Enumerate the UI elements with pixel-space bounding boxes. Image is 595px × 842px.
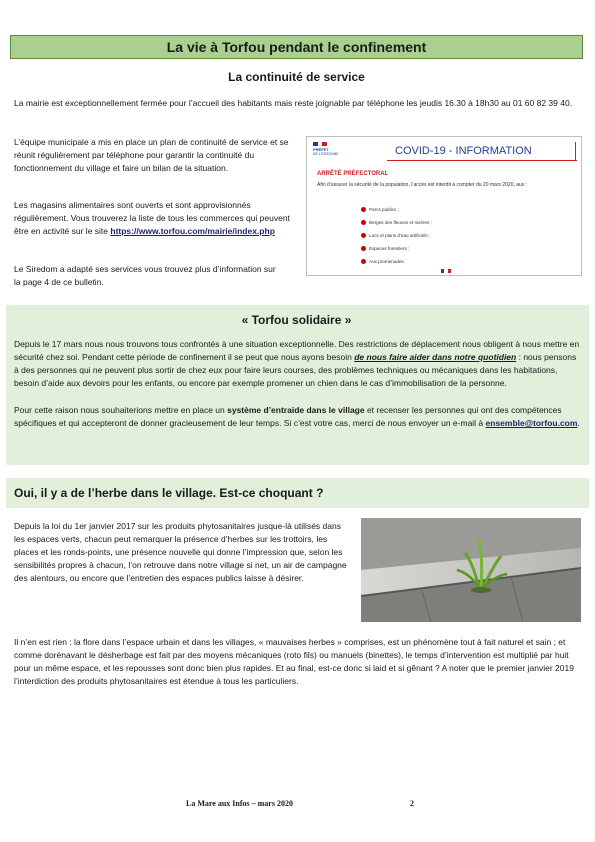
intro-paragraph: La mairie est exceptionnellement fermée pour l’accueil des habitants mais reste joignable par téléphone les jeudis 16.30 à 18h30 au 01 60 82 39 40. (14, 98, 573, 108)
grass-photo (361, 518, 581, 622)
poster-item: Berges des fleuves et rivières ; (369, 220, 432, 225)
covid-information-poster (306, 136, 582, 276)
pavement-grass-image (361, 518, 581, 622)
shops-link[interactable]: https://www.torfou.com/mairie/index.php (110, 226, 275, 236)
solidarity-paragraph-2: Pour cette raison nous souhaiterions mettre en place un système d’entraide dans le village et recenser les personnes qui ont des compétences spécifiques et qui accepteront de donner gracieusement de leur temps. Si c’est votre cas, merci de nous envoyer un e-mail à ensemble@torfou.com. (14, 405, 580, 428)
page-banner (10, 35, 583, 59)
shops-paragraph (14, 199, 296, 238)
email-link[interactable]: ensemble@torfou.com (485, 418, 578, 428)
poster-item: Aux promenades. (369, 259, 405, 264)
section-heading-grass: Oui, il y a de l’herbe dans le village. Est-ce choquant ? (14, 486, 324, 500)
logo-line2: DE L'ESSONNE (313, 152, 339, 156)
grass-paragraph-1: Depuis la loi du 1er janvier 2017 sur les produits phytosanitaires jusque-là utilisés dans les espaces verts, chacun peut remarquer la présence d’herbes sur les trottoirs, les places et les ronds-points, une présence nouvelle qui donne l’impression que, selon les sensibilités propres à chacun, l’on retrouve dans notre village si net, un air de campagne des alentours, ou encore que l’entretien des espaces publics laisse à désirer. (14, 521, 347, 583)
poster-text: Afin d’assurer la sécurité de la population, l’accès est interdit à compter du 20 mars 2020, aux : (317, 182, 528, 188)
poster-title: COVID-19 - INFORMATION (395, 145, 532, 157)
flag-icon (313, 142, 327, 146)
emphasis-text: de nous faire aider dans notre quotidien (354, 352, 517, 362)
grass-paragraph-2: Il n’en est rien : la flore dans l’espace urbain et dans les villages, « mauvaises herbes » comprises, est un phénomène tout à fait naturel et sain ; et comme dorénavant le désherbage est fait par des moyens mécaniques (roto fils) ou manuels (binettes), le temps d’intervention est multiplié par huit pour un même espace, et les repousses sont donc bien plus rapides. Et au final, est-ce donc si laid et si gênant ? A noter que le premier janvier 2019 l’interdiction des produits phytosanitaires est étendue à tous les particuliers. (14, 637, 574, 686)
poster-item: Parcs publics ; (369, 207, 399, 212)
continuity-paragraph: L’équipe municipale a mis en place un plan de continuité de service et se réunit régulièrement par téléphone pour garantir la continuité du fonctionnement du village et faire un bilan de la situation. (14, 137, 289, 173)
solidarity-paragraph-1: Depuis le 17 mars nous nous trouvons tous confrontés à une situation exceptionnelle. Des restrictions de déplacement nous obligent à nous mettre en sécurité chez soi. Pendant cette période de confinement il se peut que nous ayons besoin de nous faire aider dans notre quotidien : nous pensons à des personnes qui ne peuvent plus sortir de chez eux pour faire leurs courses, des problèmes techniques ou mécaniques dans les habitations, besoin d’aide aux devoirs pour les enfants, ou encore par exemple promener un chien dans le cas d’immobilisation de la personne. (14, 339, 580, 388)
poster-item: Espaces forestiers ; (369, 246, 409, 251)
page-title: La vie à Torfou pendant le confinement (166, 39, 427, 55)
section-heading-solidarity: « Torfou solidaire » (241, 313, 352, 327)
logo-line1: PRÉFET (313, 147, 329, 152)
poster-subtitle: ARRÊTÉ PRÉFECTORAL (317, 171, 389, 177)
page-number: 2 (410, 799, 414, 808)
prefet-logo (313, 142, 353, 156)
shops-text: Les magasins alimentaires sont ouverts et sont approvisionnés régulièrement. Vous trouverez la liste de tous les commerces qui peuvent être en activité sur le site (14, 200, 290, 236)
siredom-paragraph: Le Siredom a adapté ses services vous trouvez plus d’information sur la page 4 de ce bulletin. (14, 264, 276, 287)
bold-text: système d’entraide dans le village (227, 405, 365, 415)
flag-icon (441, 269, 451, 273)
poster-item: Lacs et plans d’eau artificiels ; (369, 233, 430, 238)
section-heading-continuity: La continuité de service (228, 70, 365, 84)
footer-publication: La Mare aux Infos – mars 2020 (186, 799, 293, 808)
